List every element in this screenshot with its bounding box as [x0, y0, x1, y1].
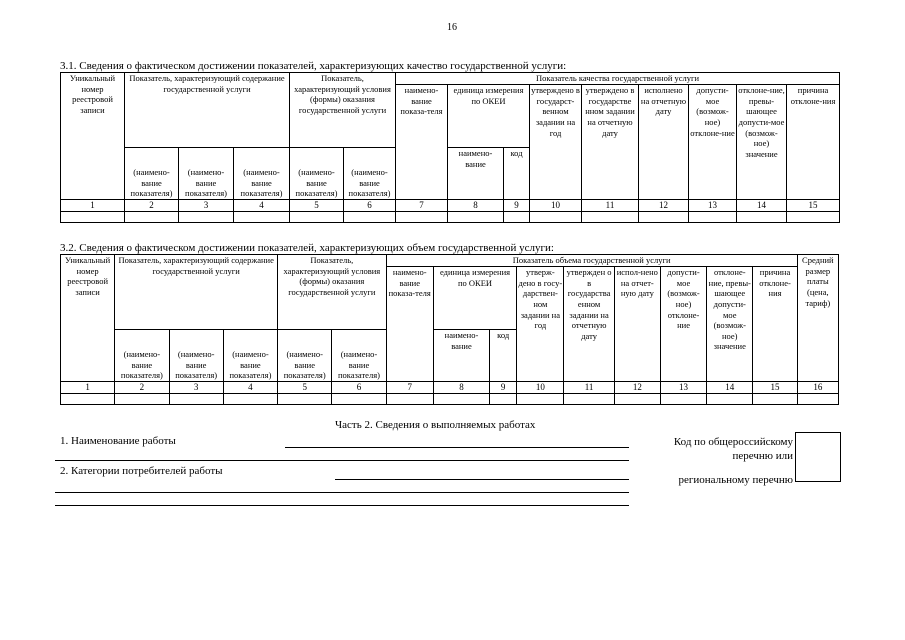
data-cell[interactable]: [179, 212, 234, 223]
sub-indicator-name: (наимено-вание показателя): [290, 148, 344, 200]
data-cell[interactable]: [115, 394, 169, 405]
column-number: 15: [753, 382, 797, 394]
code-label-line-3: региональному перечню: [678, 473, 793, 486]
column-number: 12: [614, 382, 660, 394]
work-name-line-2[interactable]: [55, 460, 629, 461]
column-number: 12: [639, 200, 689, 212]
data-cell[interactable]: [223, 394, 277, 405]
data-cell[interactable]: [737, 212, 787, 223]
col-conditions-header: Показатель, характеризующий условия (формы) оказания государственной услуги: [278, 255, 387, 330]
column-number: 4: [234, 200, 290, 212]
data-cell[interactable]: [290, 212, 344, 223]
col-indicator-name-header: наимено-вание показа-теля: [396, 85, 448, 200]
sub-indicator-name: (наимено-вание показателя): [332, 330, 386, 382]
col-unique-number-header: Уникальный номер реестровой записи: [61, 73, 125, 200]
col-unit-code-header: код: [504, 148, 530, 200]
sub-indicator-name: (наимено-вание показателя): [179, 148, 234, 200]
section-3-1-heading: 3.1. Сведения о фактическом достижении показателей, характеризующих качество государственной услуги:: [60, 60, 567, 72]
col-approved-date-header: утвержден о в государства енном задании на отчетную дату: [564, 267, 614, 382]
column-number: 9: [490, 382, 517, 394]
page-number: 16: [447, 22, 457, 33]
data-cell[interactable]: [490, 394, 517, 405]
volume-group-header: Показатель объема государственной услуги: [386, 255, 797, 267]
column-number: 1: [61, 200, 125, 212]
column-number: 5: [278, 382, 332, 394]
work-name-line[interactable]: [285, 447, 629, 448]
col-deviation-allowed-header: допусти-мое (возмож-ное) отклоне-ние: [660, 267, 706, 382]
sub-indicator-name: (наимено-вание показателя): [278, 330, 332, 382]
data-cell[interactable]: [396, 212, 448, 223]
column-number: 5: [290, 200, 344, 212]
column-number: 13: [660, 382, 706, 394]
sub-indicator-name: (наимено-вание показателя): [125, 148, 179, 200]
categories-label: 2. Категории потребителей работы: [60, 465, 223, 477]
col-approved-year-header: утверж-дено в госу-дарствен-ном задании на год: [517, 267, 564, 382]
data-cell[interactable]: [61, 212, 125, 223]
data-cell[interactable]: [564, 394, 614, 405]
column-number: 6: [344, 200, 396, 212]
column-number: 4: [223, 382, 277, 394]
part-2-title: Часть 2. Сведения о выполняемых работах: [335, 419, 536, 431]
categories-line[interactable]: [335, 479, 629, 480]
col-reason-header: причина отклоне-ния: [787, 85, 840, 200]
col-avg-price-header: Средний размер платы (цена, тариф): [797, 255, 838, 382]
code-label-line-2: перечню или: [732, 450, 793, 463]
col-deviation-allowed-header: допусти-мое (возмож-ное) отклоне-ние: [689, 85, 737, 200]
quality-indicators-table: [60, 72, 840, 223]
col-content-header: Показатель, характеризующий содержание государственной услуги: [125, 73, 290, 148]
categories-line-3[interactable]: [55, 505, 629, 506]
table-row: [61, 212, 840, 223]
data-cell[interactable]: [660, 394, 706, 405]
data-cell[interactable]: [614, 394, 660, 405]
data-cell[interactable]: [234, 212, 290, 223]
data-cell[interactable]: [344, 212, 396, 223]
column-number: 2: [125, 200, 179, 212]
col-conditions-header: Показатель, характеризующий условия (формы) оказания государственной услуги: [290, 73, 396, 148]
data-cell[interactable]: [448, 212, 504, 223]
column-number: 15: [787, 200, 840, 212]
work-name-label: 1. Наименование работы: [60, 435, 176, 447]
col-reason-header: причина отклоне-ния: [753, 267, 797, 382]
column-number: 7: [386, 382, 433, 394]
column-number: 10: [530, 200, 582, 212]
col-executed-header: испол-нено на отчет-ную дату: [614, 267, 660, 382]
sub-indicator-name: (наимено-вание показателя): [169, 330, 223, 382]
column-number: 8: [433, 382, 489, 394]
col-unit-name-header: наимено-вание: [433, 330, 489, 382]
col-approved-year-header: утверждено в государст-венном задании на год: [530, 85, 582, 200]
data-cell[interactable]: [278, 394, 332, 405]
data-cell[interactable]: [787, 212, 840, 223]
section-3-2-heading: 3.2. Сведения о фактическом достижении показателей, характеризующих объем государственной услуги:: [60, 242, 554, 254]
col-unit-name-header: наимено-вание: [448, 148, 504, 200]
column-number: 8: [448, 200, 504, 212]
volume-indicators-table: [60, 254, 839, 405]
col-indicator-name-header: наимено-вание показа-теля: [386, 267, 433, 382]
data-cell[interactable]: [707, 394, 753, 405]
column-number: 7: [396, 200, 448, 212]
data-cell[interactable]: [125, 212, 179, 223]
column-number: 14: [737, 200, 787, 212]
column-number: 9: [504, 200, 530, 212]
col-unique-number-header: Уникальный номер реестровой записи: [61, 255, 115, 382]
col-approved-date-header: утверждено в государстве нном задании на отчетную дату: [582, 85, 639, 200]
col-deviation-exceed-header: отклоне-ние, превы-шающее допусти-мое (возмож-ное) значение: [737, 85, 787, 200]
column-number: 6: [332, 382, 386, 394]
table-row: [61, 394, 839, 405]
data-cell[interactable]: [61, 394, 115, 405]
column-number: 14: [707, 382, 753, 394]
column-number: 11: [582, 200, 639, 212]
data-cell[interactable]: [386, 394, 433, 405]
column-number: 11: [564, 382, 614, 394]
data-cell[interactable]: [582, 212, 639, 223]
data-cell[interactable]: [332, 394, 386, 405]
data-cell[interactable]: [169, 394, 223, 405]
column-number: 3: [169, 382, 223, 394]
col-content-header: Показатель, характеризующий содержание государственной услуги: [115, 255, 278, 330]
column-number: 2: [115, 382, 169, 394]
data-cell[interactable]: [797, 394, 838, 405]
sub-indicator-name: (наимено-вание показателя): [344, 148, 396, 200]
data-cell[interactable]: [530, 212, 582, 223]
data-cell[interactable]: [504, 212, 530, 223]
categories-line-2[interactable]: [55, 492, 629, 493]
column-number: 13: [689, 200, 737, 212]
sub-indicator-name: (наимено-вание показателя): [234, 148, 290, 200]
code-label: [674, 435, 793, 487]
data-cell[interactable]: [433, 394, 489, 405]
col-unit-code-header: код: [490, 330, 517, 382]
data-cell[interactable]: [689, 212, 737, 223]
column-number: 3: [179, 200, 234, 212]
col-unit-header: единица измерения по ОКЕИ: [448, 85, 530, 148]
col-executed-header: исполнено на отчетную дату: [639, 85, 689, 200]
column-number: 1: [61, 382, 115, 394]
column-number: 16: [797, 382, 838, 394]
sub-indicator-name: (наимено-вание показателя): [115, 330, 169, 382]
col-deviation-exceed-header: отклоне-ние, превы-шающее допусти-мое (возмож-ное) значение: [707, 267, 753, 382]
code-label-line-1: Код по общероссийскому: [673, 436, 793, 448]
quality-group-header: Показатель качества государственной услуги: [396, 73, 840, 85]
code-box[interactable]: [795, 432, 841, 482]
data-cell[interactable]: [639, 212, 689, 223]
column-number: 10: [517, 382, 564, 394]
data-cell[interactable]: [753, 394, 797, 405]
data-cell[interactable]: [517, 394, 564, 405]
col-unit-header: единица измерения по ОКЕИ: [433, 267, 516, 330]
sub-indicator-name: (наимено-вание показателя): [223, 330, 277, 382]
